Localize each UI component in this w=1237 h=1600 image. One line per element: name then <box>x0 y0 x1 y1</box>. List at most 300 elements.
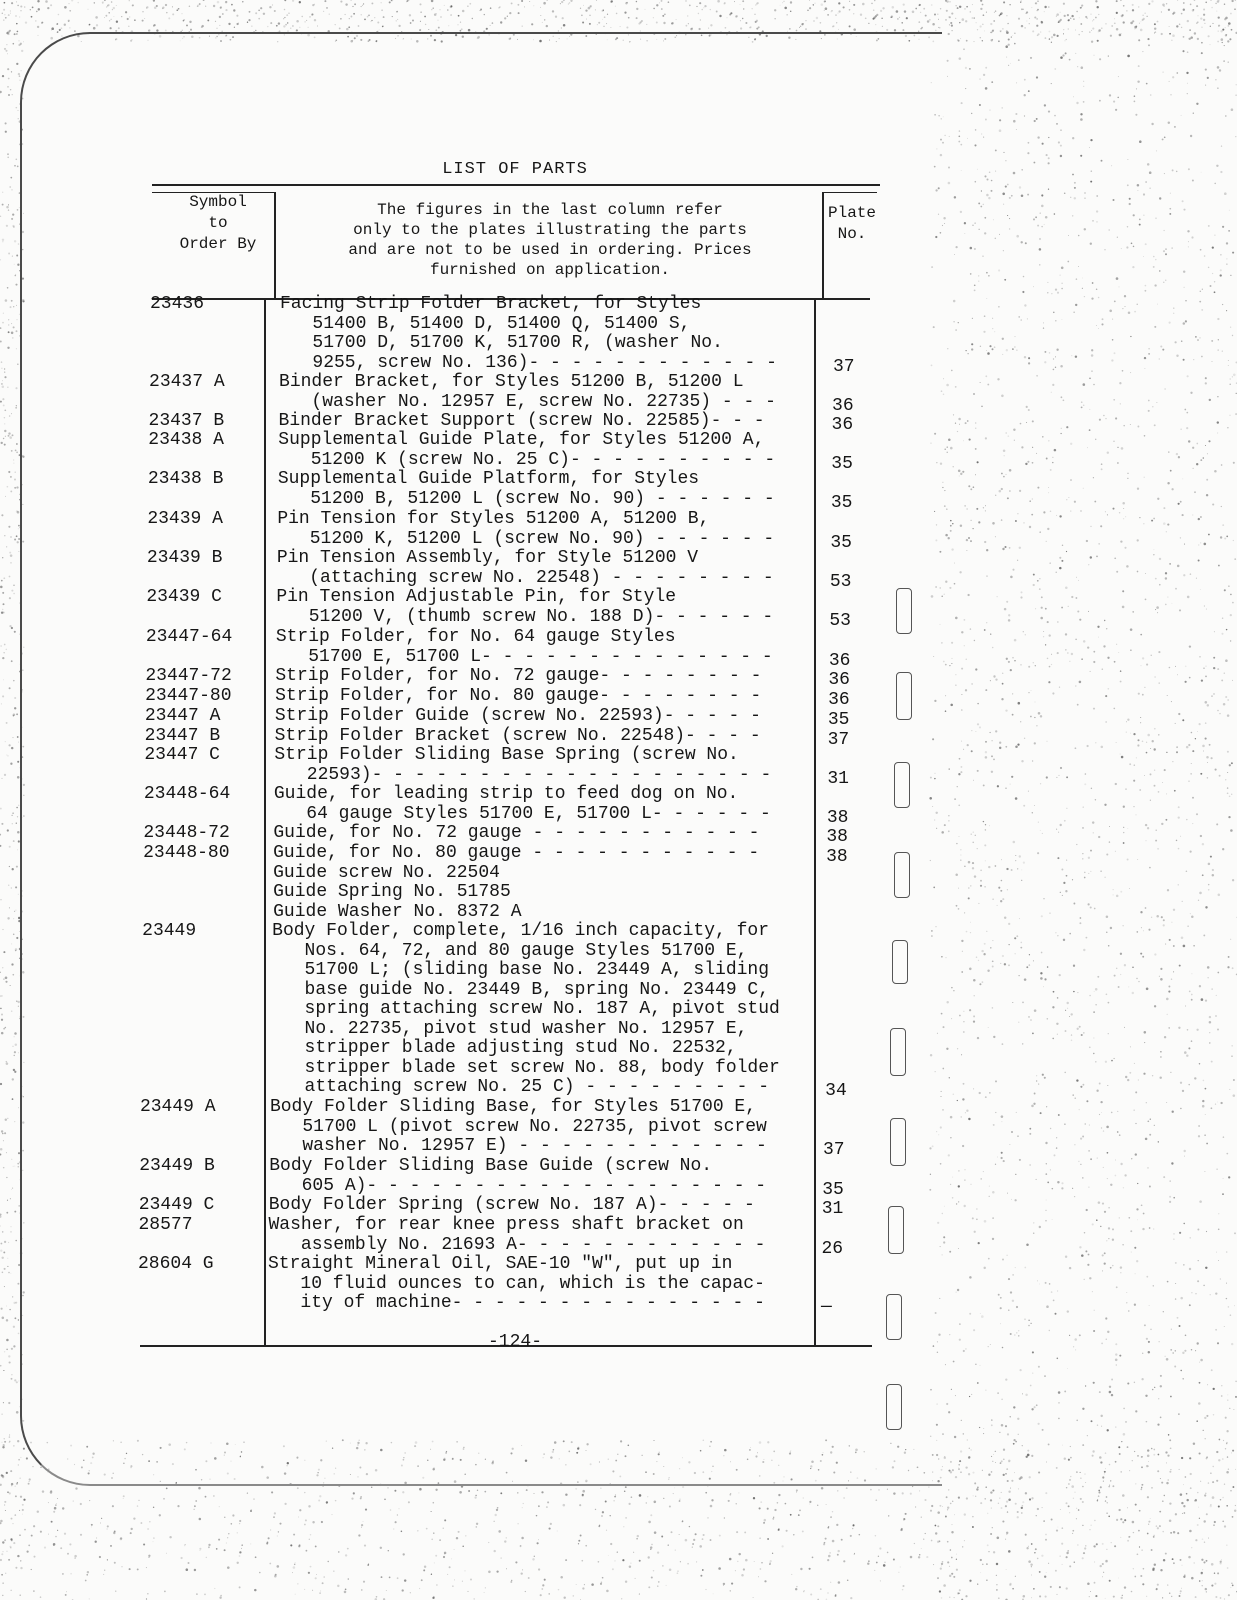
noise-dot <box>1181 13 1183 15</box>
noise-dot <box>947 1509 948 1510</box>
noise-dot <box>1082 288 1083 289</box>
noise-dot <box>754 1561 755 1562</box>
noise-dot <box>1117 1131 1119 1133</box>
noise-dot <box>705 1492 707 1494</box>
noise-dot <box>1029 500 1031 502</box>
noise-dot <box>1179 609 1181 611</box>
noise-dot <box>1061 560 1063 562</box>
noise-dot <box>977 848 978 849</box>
noise-dot <box>538 1568 540 1570</box>
noise-dot <box>988 275 990 277</box>
noise-dot <box>8 94 10 96</box>
noise-dot <box>1014 346 1015 347</box>
noise-dot <box>354 3 356 5</box>
noise-dot <box>87 1571 89 1573</box>
noise-dot <box>1144 290 1146 292</box>
noise-dot <box>1130 650 1131 651</box>
noise-dot <box>1023 1595 1026 1598</box>
noise-dot <box>17 816 18 817</box>
noise-dot <box>1212 874 1214 876</box>
noise-dot <box>1068 606 1069 607</box>
noise-dot <box>1088 611 1089 612</box>
noise-dot <box>955 423 956 424</box>
noise-dot <box>1092 1223 1094 1225</box>
noise-dot <box>1025 1492 1027 1494</box>
noise-dot <box>14 275 16 277</box>
noise-dot <box>1002 1347 1004 1349</box>
noise-dot <box>980 880 982 882</box>
noise-dot <box>979 229 980 230</box>
noise-dot <box>1160 345 1162 347</box>
noise-dot <box>616 13 618 15</box>
noise-dot <box>1211 695 1213 697</box>
noise-dot <box>27 1551 29 1553</box>
noise-dot <box>1024 1318 1026 1320</box>
noise-dot <box>1076 1420 1078 1422</box>
noise-dot <box>462 1545 464 1547</box>
noise-dot <box>1108 1238 1109 1239</box>
noise-dot <box>1227 1456 1228 1457</box>
noise-dot <box>190 29 192 31</box>
noise-dot <box>220 6 222 8</box>
noise-dot <box>208 1544 210 1546</box>
noise-dot <box>4 1504 5 1505</box>
noise-dot <box>1108 945 1110 947</box>
noise-dot <box>1060 12 1061 13</box>
noise-dot <box>68 21 69 22</box>
noise-dot <box>7 1491 9 1493</box>
noise-dot <box>975 474 976 475</box>
noise-dot <box>1222 524 1224 526</box>
noise-dot <box>70 1573 72 1575</box>
noise-dot <box>942 1068 944 1070</box>
noise-dot <box>420 11 422 13</box>
noise-dot <box>923 1539 924 1540</box>
noise-dot <box>1217 972 1219 974</box>
noise-dot <box>0 1225 1 1226</box>
noise-dot <box>1073 96 1074 97</box>
noise-dot <box>204 1594 206 1596</box>
noise-dot <box>1137 304 1138 305</box>
noise-dot <box>772 1553 773 1554</box>
noise-dot <box>1021 880 1022 881</box>
noise-dot <box>1095 742 1096 743</box>
noise-dot <box>1149 1305 1150 1306</box>
noise-dot <box>1094 991 1095 992</box>
noise-dot <box>1087 646 1089 648</box>
noise-dot <box>1213 1414 1214 1415</box>
noise-dot <box>19 80 20 81</box>
noise-dot <box>1202 1580 1203 1581</box>
noise-dot <box>1181 936 1184 939</box>
noise-dot <box>956 843 957 844</box>
noise-dot <box>1006 30 1008 32</box>
noise-dot <box>950 1184 951 1185</box>
noise-dot <box>977 1037 979 1039</box>
noise-dot <box>1205 722 1207 724</box>
noise-dot <box>1046 541 1047 542</box>
noise-dot <box>4 1027 6 1029</box>
noise-dot <box>988 1027 989 1028</box>
noise-dot <box>1045 1142 1047 1144</box>
noise-dot <box>958 888 959 889</box>
noise-dot <box>1107 1429 1109 1431</box>
noise-dot <box>1098 1490 1100 1492</box>
noise-dot <box>784 1 785 2</box>
noise-dot <box>1072 174 1074 176</box>
noise-dot <box>1218 1260 1219 1261</box>
noise-dot <box>1072 1188 1073 1189</box>
noise-dot <box>195 1500 197 1502</box>
noise-dot <box>705 1589 706 1590</box>
noise-dot <box>987 384 989 386</box>
noise-dot <box>1001 859 1002 860</box>
noise-dot <box>1196 443 1198 445</box>
noise-dot <box>130 1532 132 1534</box>
noise-dot <box>153 1537 154 1538</box>
noise-dot <box>91 1526 92 1527</box>
noise-dot <box>1022 1505 1024 1507</box>
noise-dot <box>1060 129 1062 131</box>
noise-dot <box>1208 889 1210 891</box>
noise-dot <box>939 1540 941 1542</box>
noise-dot <box>361 1527 362 1528</box>
noise-dot <box>1068 235 1069 236</box>
noise-dot <box>883 1564 886 1567</box>
noise-dot <box>1000 1462 1002 1464</box>
noise-dot <box>1126 565 1129 568</box>
noise-dot <box>1021 1507 1023 1509</box>
noise-dot <box>277 1535 278 1536</box>
noise-dot <box>1196 103 1198 105</box>
noise-dot <box>1159 584 1161 586</box>
noise-dot <box>982 255 984 257</box>
noise-dot <box>1045 608 1047 610</box>
noise-dot <box>1148 1521 1150 1523</box>
noise-dot <box>1015 953 1016 954</box>
noise-dot <box>1045 1282 1047 1284</box>
noise-dot <box>978 903 979 904</box>
noise-dot <box>1099 1391 1101 1393</box>
noise-dot <box>1108 1002 1110 1004</box>
noise-dot <box>1196 23 1197 24</box>
noise-dot <box>1165 944 1166 945</box>
noise-dot <box>865 17 867 19</box>
noise-dot <box>13 918 14 919</box>
noise-dot <box>764 1519 767 1522</box>
noise-dot <box>990 947 991 948</box>
noise-dot <box>1012 569 1014 571</box>
noise-dot <box>428 29 429 30</box>
noise-dot <box>945 581 947 583</box>
noise-dot <box>1233 374 1236 377</box>
noise-dot <box>1105 418 1106 419</box>
noise-dot <box>1116 968 1117 969</box>
noise-dot <box>449 1566 451 1568</box>
noise-dot <box>943 378 944 379</box>
noise-dot <box>1144 775 1145 776</box>
noise-dot <box>1126 246 1128 248</box>
noise-dot <box>580 8 581 9</box>
noise-dot <box>1056 16 1057 17</box>
noise-dot <box>1218 1229 1220 1231</box>
noise-dot <box>803 1591 804 1592</box>
noise-dot <box>903 1520 904 1521</box>
noise-dot <box>1097 40 1099 42</box>
noise-dot <box>981 950 983 952</box>
noise-dot <box>1214 183 1216 185</box>
noise-dot <box>1052 1219 1053 1220</box>
noise-dot <box>393 1529 394 1530</box>
noise-dot <box>978 521 980 523</box>
noise-dot <box>1000 12 1002 14</box>
noise-dot <box>944 223 945 224</box>
noise-dot <box>946 10 948 12</box>
noise-dot <box>1205 1088 1207 1090</box>
noise-dot <box>836 22 837 23</box>
noise-dot <box>624 1490 626 1492</box>
noise-dot <box>1225 1417 1227 1419</box>
noise-dot <box>1160 968 1162 970</box>
noise-dot <box>57 1530 58 1531</box>
noise-dot <box>983 204 985 206</box>
noise-dot <box>1030 716 1032 718</box>
noise-dot <box>312 1590 313 1591</box>
noise-dot <box>11 323 12 324</box>
noise-dot <box>980 206 982 208</box>
noise-dot <box>1225 696 1227 698</box>
noise-dot <box>1191 916 1194 919</box>
noise-dot <box>825 7 828 10</box>
noise-dot <box>832 1511 833 1512</box>
noise-dot <box>950 1471 952 1473</box>
noise-dot <box>432 1597 434 1599</box>
noise-dot <box>201 26 203 28</box>
noise-dot <box>1184 1574 1186 1576</box>
noise-dot <box>1200 17 1202 19</box>
noise-dot <box>1035 216 1037 218</box>
noise-dot <box>522 1507 523 1508</box>
noise-dot <box>1182 719 1184 721</box>
noise-dot <box>1049 1330 1050 1331</box>
noise-dot <box>827 14 829 16</box>
noise-dot <box>990 732 991 733</box>
noise-dot <box>902 1585 904 1587</box>
noise-dot <box>1141 1484 1143 1486</box>
noise-dot <box>1166 998 1169 1001</box>
noise-dot <box>1080 155 1082 157</box>
noise-dot <box>1217 433 1218 434</box>
noise-dot <box>912 11 915 14</box>
noise-dot <box>1036 1404 1038 1406</box>
noise-dot <box>1114 975 1116 977</box>
noise-dot <box>299 1544 301 1546</box>
noise-dot <box>1169 1196 1171 1198</box>
noise-dot <box>1034 742 1036 744</box>
noise-dot <box>1041 226 1042 227</box>
noise-dot <box>1194 32 1196 34</box>
noise-dot <box>1128 1537 1129 1538</box>
noise-dot <box>1075 1492 1076 1493</box>
noise-dot <box>1076 577 1077 578</box>
noise-dot <box>753 1597 754 1598</box>
noise-dot <box>40 1596 42 1598</box>
noise-dot <box>9 1436 10 1437</box>
noise-dot <box>295 1562 296 1563</box>
noise-dot <box>1200 589 1201 590</box>
noise-dot <box>1190 573 1192 575</box>
noise-dot <box>1067 1008 1068 1009</box>
noise-dot <box>80 1503 82 1505</box>
noise-dot <box>16 63 18 65</box>
noise-dot <box>7 917 9 919</box>
noise-dot <box>13 43 15 45</box>
noise-dot <box>532 1558 534 1560</box>
noise-dot <box>1195 1499 1197 1501</box>
noise-dot <box>364 1545 366 1547</box>
noise-dot <box>1057 935 1058 936</box>
noise-dot <box>1048 31 1050 33</box>
noise-dot <box>1052 692 1054 694</box>
noise-dot <box>444 5 445 6</box>
noise-dot <box>1093 384 1095 386</box>
noise-dot <box>1123 21 1125 23</box>
noise-dot <box>1180 836 1181 837</box>
noise-dot <box>18 1319 19 1320</box>
noise-dot <box>896 10 899 13</box>
noise-dot <box>1041 915 1043 917</box>
noise-dot <box>1159 1525 1161 1527</box>
noise-dot <box>565 1559 567 1561</box>
noise-dot <box>575 1488 577 1490</box>
noise-dot <box>967 138 968 139</box>
noise-dot <box>1152 406 1153 407</box>
noise-dot <box>1005 746 1007 748</box>
noise-dot <box>1153 554 1154 555</box>
noise-dot <box>1122 1494 1125 1497</box>
noise-dot <box>945 534 948 537</box>
noise-dot <box>1028 791 1029 792</box>
noise-dot <box>596 0 597 1</box>
noise-dot <box>331 1514 332 1515</box>
noise-dot <box>8 432 10 434</box>
noise-dot <box>1225 27 1226 28</box>
noise-dot <box>1147 1533 1149 1535</box>
noise-dot <box>1056 1137 1057 1138</box>
noise-dot <box>1091 370 1092 371</box>
noise-dot <box>475 1495 476 1496</box>
noise-dot <box>1227 1567 1229 1569</box>
noise-dot <box>1104 804 1106 806</box>
noise-dot <box>809 1503 810 1504</box>
noise-dot <box>646 1502 647 1503</box>
noise-dot <box>1222 42 1223 43</box>
noise-dot <box>1155 31 1157 33</box>
noise-dot <box>1143 1568 1145 1570</box>
noise-dot <box>943 116 944 117</box>
noise-dot <box>799 1510 801 1512</box>
noise-dot <box>198 1487 201 1490</box>
noise-dot <box>584 1584 585 1585</box>
noise-dot <box>758 26 760 28</box>
noise-dot <box>938 19 939 20</box>
noise-dot <box>985 67 987 69</box>
noise-dot <box>985 375 987 377</box>
noise-dot <box>951 13 953 15</box>
noise-dot <box>1129 1470 1130 1471</box>
noise-dot <box>1140 634 1142 636</box>
noise-dot <box>68 20 70 22</box>
noise-dot <box>1113 441 1114 442</box>
noise-dot <box>1221 145 1222 146</box>
noise-dot <box>6 546 7 547</box>
noise-dot <box>1217 1029 1219 1031</box>
noise-dot <box>462 10 465 13</box>
noise-dot <box>0 216 1 217</box>
noise-dot <box>1116 895 1119 898</box>
noise-dot <box>1230 378 1231 379</box>
noise-dot <box>451 15 452 16</box>
noise-dot <box>1039 578 1040 579</box>
noise-dot <box>991 755 993 757</box>
noise-dot <box>969 1276 972 1279</box>
noise-dot <box>326 7 328 9</box>
noise-dot <box>1154 23 1156 25</box>
noise-dot <box>707 1486 708 1487</box>
noise-dot <box>1112 1239 1114 1241</box>
noise-dot <box>431 1574 432 1575</box>
noise-dot <box>964 619 966 621</box>
noise-dot <box>1066 808 1067 809</box>
noise-dot <box>1180 1082 1182 1084</box>
noise-dot <box>1034 717 1035 718</box>
noise-dot <box>1159 270 1160 271</box>
noise-dot <box>1061 869 1063 871</box>
noise-dot <box>10 763 12 765</box>
noise-dot <box>506 1568 507 1569</box>
noise-dot <box>1200 1481 1201 1482</box>
noise-dot <box>759 1537 761 1539</box>
noise-dot <box>1199 1382 1201 1384</box>
noise-dot <box>1089 31 1090 32</box>
noise-dot <box>979 983 981 985</box>
noise-dot <box>849 9 851 11</box>
noise-dot <box>1106 1512 1108 1514</box>
noise-dot <box>1072 215 1073 216</box>
noise-dot <box>1148 410 1150 412</box>
noise-dot <box>1046 1462 1047 1463</box>
noise-dot <box>9 1434 10 1435</box>
noise-dot <box>1063 3 1065 5</box>
noise-dot <box>1041 952 1043 954</box>
noise-dot <box>772 1518 774 1520</box>
noise-dot <box>1014 937 1016 939</box>
noise-dot <box>1006 57 1007 58</box>
noise-dot <box>1183 1484 1184 1485</box>
noise-dot <box>540 15 541 16</box>
noise-dot <box>510 1581 512 1583</box>
noise-dot <box>791 1574 792 1575</box>
noise-dot <box>954 1514 955 1515</box>
noise-dot <box>1108 1033 1109 1034</box>
noise-dot <box>1213 1524 1215 1526</box>
noise-dot <box>680 1561 681 1562</box>
noise-dot <box>284 9 286 11</box>
noise-dot <box>1156 1588 1158 1590</box>
noise-dot <box>969 1313 971 1315</box>
noise-dot <box>997 596 998 597</box>
noise-dot <box>1017 1511 1019 1513</box>
